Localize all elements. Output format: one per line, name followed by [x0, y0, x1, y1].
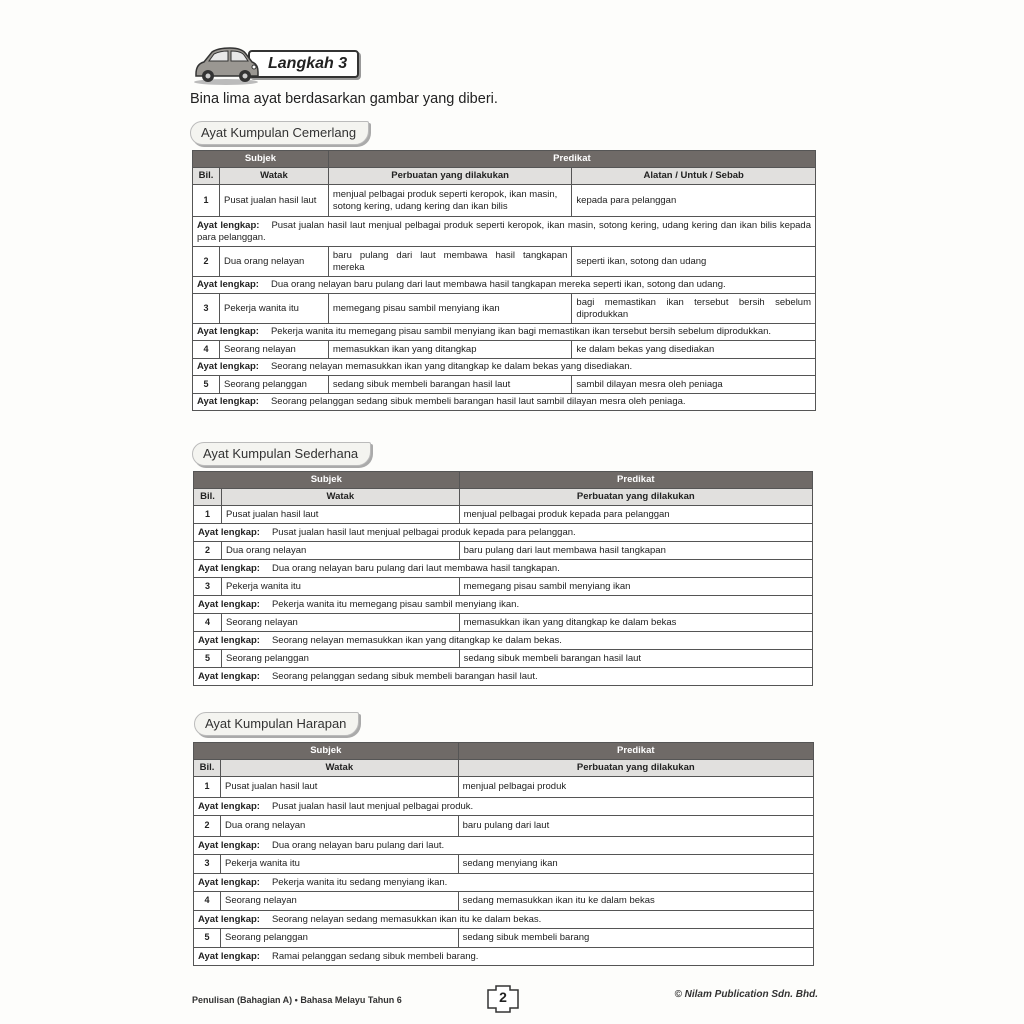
- instruction-text: Bina lima ayat berdasarkan gambar yang diberi.: [190, 91, 498, 107]
- ayat-lengkap-cell: [193, 359, 816, 376]
- ayat-lengkap-cell: [194, 668, 813, 686]
- watak-cell: Dua orang nelayan: [221, 542, 459, 560]
- row-number: 1: [193, 185, 220, 217]
- ayat-label: Ayat lengkap:: [198, 634, 260, 646]
- ayat-row: [194, 837, 814, 855]
- ayat-lengkap-cell: [193, 277, 816, 294]
- watak-cell: Seorang nelayan: [221, 614, 459, 632]
- ayat-text: Seorang nelayan memasukkan ikan yang ditangkap ke dalam bekas yang disediakan.: [270, 361, 633, 373]
- table-row: [193, 185, 816, 217]
- row-number: 3: [194, 855, 221, 874]
- header-bil: Bil.: [194, 760, 221, 777]
- table-row: [194, 929, 814, 948]
- header-watak: Watak: [219, 168, 328, 185]
- header-perbuatan: Perbuatan yang dilakukan: [458, 760, 813, 777]
- header-subjek: Subjek: [194, 472, 460, 489]
- row-number: 2: [194, 816, 221, 837]
- alatan-cell: ke dalam bekas yang disediakan: [572, 341, 816, 359]
- perbuatan-cell: memasukkan ikan yang ditangkap ke dalam bekas: [459, 614, 812, 632]
- ayat-lengkap-cell: [194, 911, 814, 929]
- row-number: 4: [193, 341, 220, 359]
- ayat-text: Dua orang nelayan baru pulang dari laut membawa hasil tangkapan.: [271, 562, 560, 574]
- ayat-label: Ayat lengkap:: [198, 913, 260, 925]
- ayat-label: Ayat lengkap:: [198, 876, 260, 888]
- ayat-label: Ayat lengkap:: [198, 800, 260, 812]
- row-number: 1: [194, 777, 221, 798]
- ayat-text: Ramai pelanggan sedang sibuk membeli barang.: [271, 950, 479, 962]
- ayat-lengkap-cell: [194, 524, 813, 542]
- ayat-row: [194, 596, 813, 614]
- ayat-row: [193, 324, 816, 341]
- ayat-label: Ayat lengkap:: [197, 326, 259, 338]
- perbuatan-cell: memegang pisau sambil menyiang ikan: [459, 578, 812, 596]
- row-number: 3: [193, 294, 220, 324]
- page-number: 2: [499, 989, 507, 1005]
- header-watak: Watak: [221, 489, 459, 506]
- perbuatan-cell: memegang pisau sambil menyiang ikan: [328, 294, 572, 324]
- ayat-text: Pekerja wanita itu sedang menyiang ikan.: [271, 876, 448, 888]
- header-subjek: Subjek: [193, 151, 329, 168]
- ayat-lengkap-cell: [194, 596, 813, 614]
- perbuatan-cell: baru pulang dari laut: [458, 816, 813, 837]
- ayat-text: Seorang nelayan memasukkan ikan yang ditangkap ke dalam bekas.: [271, 634, 562, 646]
- ayat-lengkap-cell: [194, 948, 814, 966]
- ayat-label: Ayat lengkap:: [198, 670, 260, 682]
- table-row: [194, 816, 814, 837]
- table-row: [194, 650, 813, 668]
- perbuatan-cell: menjual pelbagai produk: [458, 777, 813, 798]
- perbuatan-cell: sedang sibuk membeli barangan hasil laut: [328, 376, 572, 394]
- perbuatan-cell: baru pulang dari laut membawa hasil tangkapan: [459, 542, 812, 560]
- header-perbuatan: Perbuatan yang dilakukan: [459, 489, 812, 506]
- row-number: 2: [193, 247, 220, 277]
- ayat-label: Ayat lengkap:: [198, 562, 260, 574]
- table-row: [194, 542, 813, 560]
- ayat-text: Seorang pelanggan sedang sibuk membeli barangan hasil laut.: [271, 670, 538, 682]
- ayat-row: [194, 911, 814, 929]
- watak-cell: Dua orang nelayan: [220, 816, 458, 837]
- watak-cell: Pusat jualan hasil laut: [220, 777, 458, 798]
- perbuatan-cell: sedang memasukkan ikan itu ke dalam bekas: [458, 892, 813, 911]
- table-row: [193, 247, 816, 277]
- car-icon: [190, 42, 262, 86]
- row-number: 5: [193, 376, 220, 394]
- ayat-lengkap-cell: [193, 394, 816, 411]
- table-row: [194, 892, 814, 911]
- alatan-cell: sambil dilayan mesra oleh peniaga: [572, 376, 816, 394]
- header-predikat: Predikat: [459, 472, 812, 489]
- ayat-text: Pusat jualan hasil laut menjual pelbagai produk.: [271, 800, 474, 812]
- step-header: [190, 42, 359, 86]
- table-row: [194, 855, 814, 874]
- header-predikat: Predikat: [328, 151, 815, 168]
- ayat-label: Ayat lengkap:: [197, 396, 259, 408]
- ayat-lengkap-cell: [194, 798, 814, 816]
- perbuatan-cell: sedang menyiang ikan: [458, 855, 813, 874]
- header-subjek: Subjek: [194, 743, 459, 760]
- perbuatan-cell: baru pulang dari laut membawa hasil tangkapan mereka: [328, 247, 572, 277]
- section-title-harapan: Ayat Kumpulan Harapan: [194, 712, 359, 736]
- table-row: [194, 578, 813, 596]
- ayat-text: Pusat jualan hasil laut menjual pelbagai produk kepada para pelanggan.: [271, 526, 576, 538]
- ayat-label: Ayat lengkap:: [198, 598, 260, 610]
- ayat-row: [193, 394, 816, 411]
- perbuatan-cell: menjual pelbagai produk kepada para pelanggan: [459, 506, 812, 524]
- footer-copyright: © Nilam Publication Sdn. Bhd.: [674, 989, 818, 1000]
- ayat-lengkap-cell: [194, 560, 813, 578]
- footer-book-title: Penulisan (Bahagian A) • Bahasa Melayu Tahun 6: [192, 995, 402, 1005]
- watak-cell: Seorang pelanggan: [221, 650, 459, 668]
- ayat-text: Pusat jualan hasil laut menjual pelbagai produk seperti keropok, ikan masin, sotong kering, udang kering dan ikan bilis kepada para pelanggan.: [197, 219, 811, 243]
- watak-cell: Seorang nelayan: [220, 892, 458, 911]
- ayat-row: [194, 632, 813, 650]
- ayat-label: Ayat lengkap:: [197, 361, 259, 373]
- row-number: 1: [194, 506, 222, 524]
- ayat-text: Pekerja wanita itu memegang pisau sambil menyiang ikan bagi memastikan ikan tersebut bersih sebelum diprodukkan.: [270, 326, 772, 338]
- ayat-row: [193, 277, 816, 294]
- header-bil: Bil.: [193, 168, 220, 185]
- section-title-cemerlang: Ayat Kumpulan Cemerlang: [190, 121, 369, 145]
- ayat-text: Seorang nelayan sedang memasukkan ikan itu ke dalam bekas.: [271, 913, 542, 925]
- step-label: Langkah 3: [248, 50, 359, 78]
- ayat-row: [193, 217, 816, 247]
- ayat-text: Dua orang nelayan baru pulang dari laut.: [271, 839, 445, 851]
- ayat-row: [194, 668, 813, 686]
- ayat-row: [194, 874, 814, 892]
- ayat-lengkap-cell: [194, 874, 814, 892]
- row-number: 3: [194, 578, 222, 596]
- ayat-row: [194, 798, 814, 816]
- watak-cell: Pusat jualan hasil laut: [221, 506, 459, 524]
- ayat-text: Dua orang nelayan baru pulang dari laut membawa hasil tangkapan mereka seperti ikan, sotong dan udang.: [270, 279, 726, 291]
- row-number: 4: [194, 892, 221, 911]
- watak-cell: Pekerja wanita itu: [219, 294, 328, 324]
- watak-cell: Pekerja wanita itu: [221, 578, 459, 596]
- ayat-lengkap-cell: [193, 217, 816, 247]
- ayat-lengkap-cell: [194, 632, 813, 650]
- alatan-cell: seperti ikan, sotong dan udang: [572, 247, 816, 277]
- table-cemerlang: [192, 150, 816, 411]
- row-number: 2: [194, 542, 222, 560]
- header-alatan: Alatan / Untuk / Sebab: [572, 168, 816, 185]
- ayat-label: Ayat lengkap:: [198, 839, 260, 851]
- table-harapan: [193, 742, 814, 966]
- table-row: [194, 614, 813, 632]
- header-perbuatan: Perbuatan yang dilakukan: [328, 168, 572, 185]
- watak-cell: Pusat jualan hasil laut: [219, 185, 328, 217]
- perbuatan-cell: menjual pelbagai produk seperti keropok, ikan masin, sotong kering, udang kering dan ikan bilis: [328, 185, 572, 217]
- ayat-row: [193, 359, 816, 376]
- alatan-cell: bagi memastikan ikan tersebut bersih sebelum diprodukkan: [572, 294, 816, 324]
- row-number: 5: [194, 650, 222, 668]
- ayat-lengkap-cell: [194, 837, 814, 855]
- ayat-label: Ayat lengkap:: [197, 279, 259, 291]
- ayat-text: Seorang pelanggan sedang sibuk membeli barangan hasil laut sambil dilayan mesra oleh peniaga.: [270, 396, 686, 408]
- alatan-cell: kepada para pelanggan: [572, 185, 816, 217]
- ayat-label: Ayat lengkap:: [198, 526, 260, 538]
- perbuatan-cell: sedang sibuk membeli barang: [458, 929, 813, 948]
- watak-cell: Dua orang nelayan: [219, 247, 328, 277]
- watak-cell: Pekerja wanita itu: [220, 855, 458, 874]
- header-predikat: Predikat: [458, 743, 813, 760]
- ayat-text: Pekerja wanita itu memegang pisau sambil menyiang ikan.: [271, 598, 520, 610]
- watak-cell: Seorang pelanggan: [220, 929, 458, 948]
- ayat-label: Ayat lengkap:: [198, 950, 260, 962]
- row-number: 4: [194, 614, 222, 632]
- ayat-label: Ayat lengkap:: [197, 219, 260, 231]
- ayat-row: [194, 560, 813, 578]
- watak-cell: Seorang nelayan: [219, 341, 328, 359]
- header-watak: Watak: [220, 760, 458, 777]
- ayat-lengkap-cell: [193, 324, 816, 341]
- section-title-sederhana: Ayat Kumpulan Sederhana: [192, 442, 371, 466]
- table-row: [194, 506, 813, 524]
- ayat-row: [194, 524, 813, 542]
- table-row: [193, 376, 816, 394]
- table-row: [194, 777, 814, 798]
- table-row: [193, 294, 816, 324]
- table-sederhana: [193, 471, 813, 686]
- row-number: 5: [194, 929, 221, 948]
- table-row: [193, 341, 816, 359]
- ayat-row: [194, 948, 814, 966]
- header-bil: Bil.: [194, 489, 222, 506]
- watak-cell: Seorang pelanggan: [219, 376, 328, 394]
- perbuatan-cell: memasukkan ikan yang ditangkap: [328, 341, 572, 359]
- perbuatan-cell: sedang sibuk membeli barangan hasil laut: [459, 650, 812, 668]
